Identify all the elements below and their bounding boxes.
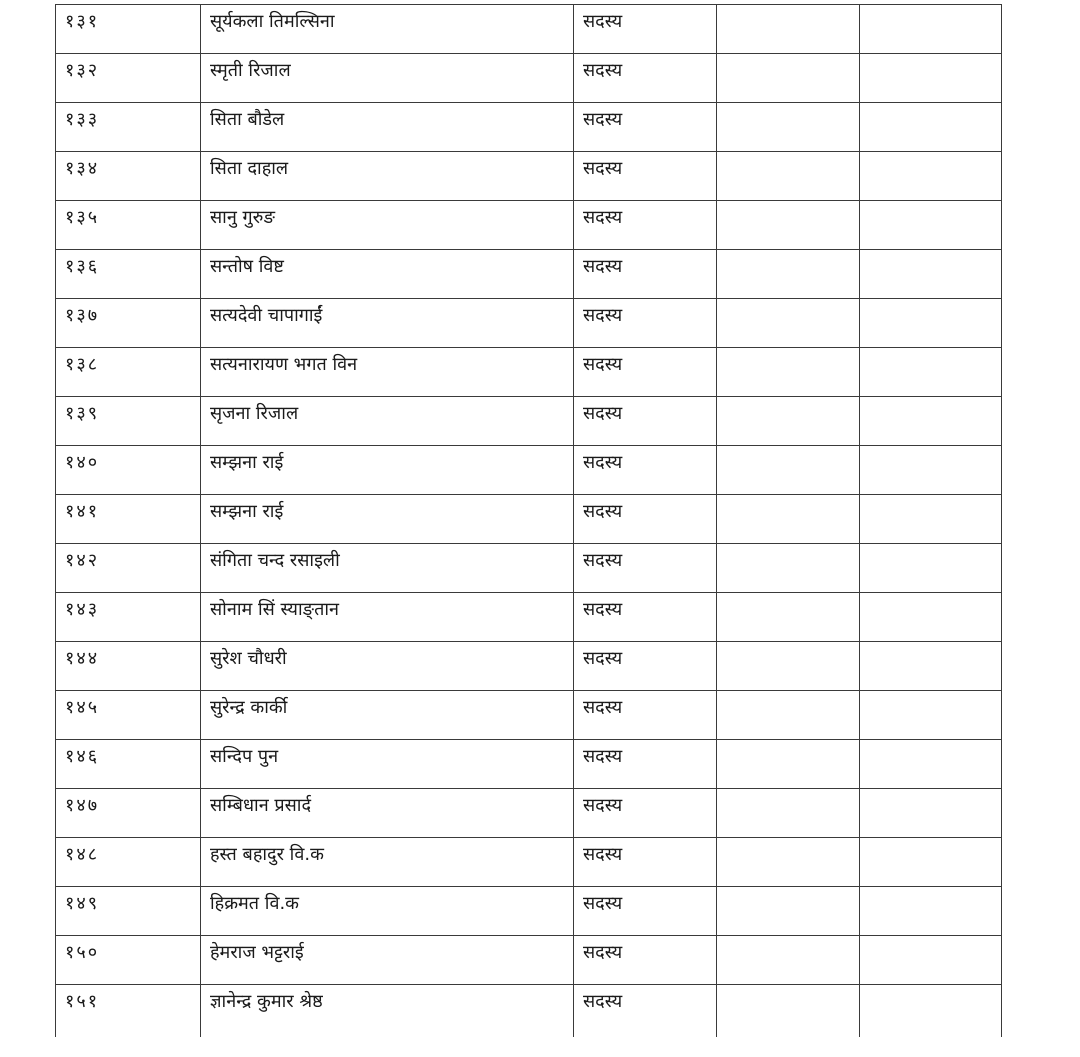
member-table: [55, 4, 1002, 1037]
empty-cell: [860, 593, 1002, 642]
member-name-cell: हिक्रमत वि.क: [201, 887, 574, 936]
empty-cell: [860, 103, 1002, 152]
serial-number-cell: १३५: [56, 201, 201, 250]
serial-number-cell: १४२: [56, 544, 201, 593]
member-role-cell: सदस्य: [574, 397, 717, 446]
serial-number-cell: १३४: [56, 152, 201, 201]
empty-cell: [860, 5, 1002, 54]
table-row: [56, 54, 1002, 103]
member-name-cell: हस्त बहादुर वि.क: [201, 838, 574, 887]
empty-cell: [717, 740, 860, 789]
serial-number-cell: १३३: [56, 103, 201, 152]
table-row: [56, 642, 1002, 691]
empty-cell: [717, 299, 860, 348]
member-table-body: [56, 5, 1002, 1037]
empty-cell: [860, 838, 1002, 887]
member-name-cell: सिता बौडेल: [201, 103, 574, 152]
empty-cell: [717, 201, 860, 250]
table-row: [56, 103, 1002, 152]
table-row: [56, 740, 1002, 789]
member-name-cell: सूर्यकला तिमल्सिना: [201, 5, 574, 54]
serial-number-cell: १३७: [56, 299, 201, 348]
member-list-page: [55, 4, 1001, 1037]
member-role-cell: सदस्य: [574, 103, 717, 152]
member-role-cell: सदस्य: [574, 495, 717, 544]
empty-cell: [717, 54, 860, 103]
member-name-cell: सम्झना राई: [201, 446, 574, 495]
table-row: [56, 299, 1002, 348]
member-role-cell: सदस्य: [574, 152, 717, 201]
empty-cell: [860, 250, 1002, 299]
member-name-cell: संगिता चन्द रसाइली: [201, 544, 574, 593]
empty-cell: [860, 397, 1002, 446]
member-name-cell: सन्तोष विष्ट: [201, 250, 574, 299]
serial-number-cell: १४०: [56, 446, 201, 495]
empty-cell: [717, 103, 860, 152]
serial-number-cell: १३६: [56, 250, 201, 299]
serial-number-cell: १४९: [56, 887, 201, 936]
serial-number-cell: १४७: [56, 789, 201, 838]
member-name-cell: सिता दाहाल: [201, 152, 574, 201]
table-row: [56, 495, 1002, 544]
empty-cell: [717, 936, 860, 985]
empty-cell: [717, 593, 860, 642]
table-row: [56, 348, 1002, 397]
serial-number-cell: १४१: [56, 495, 201, 544]
member-role-cell: सदस्य: [574, 299, 717, 348]
empty-cell: [717, 691, 860, 740]
member-role-cell: सदस्य: [574, 250, 717, 299]
empty-cell: [860, 691, 1002, 740]
table-row: [56, 544, 1002, 593]
member-role-cell: सदस्य: [574, 348, 717, 397]
table-row: [56, 397, 1002, 446]
empty-cell: [860, 544, 1002, 593]
member-role-cell: सदस्य: [574, 5, 717, 54]
empty-cell: [860, 152, 1002, 201]
serial-number-cell: १४८: [56, 838, 201, 887]
serial-number-cell: १५१: [56, 985, 201, 1037]
empty-cell: [717, 446, 860, 495]
serial-number-cell: १३८: [56, 348, 201, 397]
empty-cell: [717, 250, 860, 299]
member-name-cell: सम्बिधान प्रसार्द: [201, 789, 574, 838]
serial-number-cell: १३२: [56, 54, 201, 103]
table-row: [56, 838, 1002, 887]
member-role-cell: सदस्य: [574, 789, 717, 838]
empty-cell: [860, 348, 1002, 397]
member-role-cell: सदस्य: [574, 887, 717, 936]
member-role-cell: सदस्य: [574, 201, 717, 250]
table-row: [56, 691, 1002, 740]
serial-number-cell: १३१: [56, 5, 201, 54]
empty-cell: [860, 740, 1002, 789]
empty-cell: [860, 642, 1002, 691]
member-role-cell: सदस्य: [574, 936, 717, 985]
member-name-cell: सन्दिप पुन: [201, 740, 574, 789]
table-row: [56, 985, 1002, 1037]
table-row: [56, 446, 1002, 495]
empty-cell: [717, 985, 860, 1037]
member-role-cell: सदस्य: [574, 593, 717, 642]
table-row: [56, 250, 1002, 299]
member-name-cell: स्मृती रिजाल: [201, 54, 574, 103]
member-role-cell: सदस्य: [574, 446, 717, 495]
empty-cell: [860, 201, 1002, 250]
member-role-cell: सदस्य: [574, 985, 717, 1037]
empty-cell: [860, 936, 1002, 985]
member-name-cell: सोनाम सिं स्याङ्तान: [201, 593, 574, 642]
member-name-cell: ज्ञानेन्द्र कुमार श्रेष्ठ: [201, 985, 574, 1037]
member-name-cell: हेमराज भट्टराई: [201, 936, 574, 985]
table-row: [56, 152, 1002, 201]
empty-cell: [717, 152, 860, 201]
table-row: [56, 789, 1002, 838]
serial-number-cell: १४४: [56, 642, 201, 691]
empty-cell: [860, 985, 1002, 1037]
table-row: [56, 201, 1002, 250]
member-role-cell: सदस्य: [574, 691, 717, 740]
member-role-cell: सदस्य: [574, 54, 717, 103]
empty-cell: [860, 887, 1002, 936]
empty-cell: [717, 544, 860, 593]
serial-number-cell: १३९: [56, 397, 201, 446]
empty-cell: [860, 54, 1002, 103]
member-name-cell: सृजना रिजाल: [201, 397, 574, 446]
member-name-cell: सम्झना राई: [201, 495, 574, 544]
serial-number-cell: १४६: [56, 740, 201, 789]
member-name-cell: सत्यनारायण भगत विन: [201, 348, 574, 397]
serial-number-cell: १४५: [56, 691, 201, 740]
empty-cell: [717, 642, 860, 691]
member-role-cell: सदस्य: [574, 740, 717, 789]
empty-cell: [717, 789, 860, 838]
member-name-cell: सुरेश चौधरी: [201, 642, 574, 691]
empty-cell: [860, 495, 1002, 544]
empty-cell: [717, 397, 860, 446]
member-role-cell: सदस्य: [574, 544, 717, 593]
member-name-cell: सानु गुरुङ: [201, 201, 574, 250]
empty-cell: [717, 495, 860, 544]
member-role-cell: सदस्य: [574, 642, 717, 691]
table-row: [56, 593, 1002, 642]
table-row: [56, 936, 1002, 985]
empty-cell: [860, 446, 1002, 495]
empty-cell: [717, 838, 860, 887]
member-name-cell: सुरेन्द्र कार्की: [201, 691, 574, 740]
empty-cell: [860, 299, 1002, 348]
empty-cell: [717, 348, 860, 397]
serial-number-cell: १४३: [56, 593, 201, 642]
serial-number-cell: १५०: [56, 936, 201, 985]
member-name-cell: सत्यदेवी चापागाईं: [201, 299, 574, 348]
member-role-cell: सदस्य: [574, 838, 717, 887]
empty-cell: [717, 5, 860, 54]
table-row: [56, 5, 1002, 54]
table-row: [56, 887, 1002, 936]
empty-cell: [860, 789, 1002, 838]
empty-cell: [717, 887, 860, 936]
